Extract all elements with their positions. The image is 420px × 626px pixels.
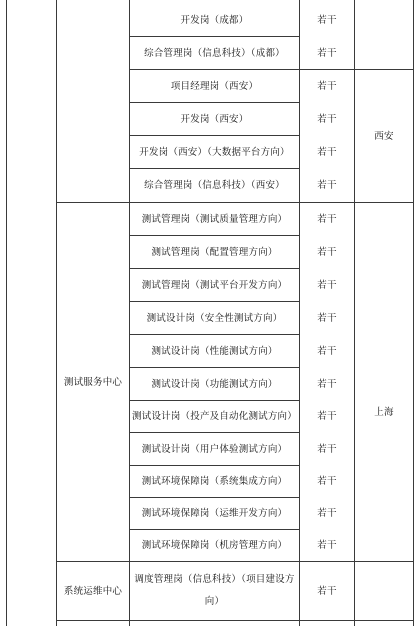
position-cell: 测试设计岗（用户体验测试方向） [141, 443, 288, 455]
position-cell: 测试设计岗（投产及自动化测试方向） [132, 411, 297, 422]
count-cell: 若干 [317, 443, 337, 455]
count-cell: 若干 [317, 14, 337, 26]
count-cell: 若干 [317, 47, 337, 59]
position-cell: 测试设计岗（功能测试方向） [151, 378, 278, 390]
count-cell: 若干 [317, 508, 337, 519]
department-cell-ops-center: 系统运维中心 [63, 585, 123, 597]
count-cell: 若干 [317, 540, 337, 551]
count-cell: 若干 [317, 80, 337, 92]
location-cell-shanghai: 上海 [374, 406, 394, 418]
count-cell: 若干 [317, 246, 337, 258]
position-cell: 综合管理岗（信息科技）（西安） [144, 180, 285, 191]
location-cell-xian: 西安 [374, 130, 394, 142]
department-cell-test-center: 测试服务中心 [63, 376, 123, 388]
position-cell: 开发岗（西安）（大数据平台方向） [139, 146, 290, 158]
position-cell: 调度管理岗（信息科技）（项目建设方向） [134, 574, 295, 607]
count-cell: 若干 [317, 113, 337, 125]
count-cell: 若干 [317, 312, 337, 324]
count-cell: 若干 [317, 345, 337, 357]
position-cell: 测试管理岗（测试平台开发方向） [141, 279, 288, 291]
count-cell: 若干 [317, 180, 337, 191]
border-left [6, 0, 7, 626]
position-cell: 测试环境保障岗（运维开发方向） [141, 508, 288, 519]
position-cell: 开发岗（西安） [180, 113, 249, 125]
position-cell: 测试设计岗（安全性测试方向） [146, 312, 283, 324]
position-cell: 测试管理岗（测试质量管理方向） [141, 213, 288, 225]
position-cell: 项目经理岗（西安） [170, 80, 259, 92]
count-cell: 若干 [317, 411, 337, 422]
position-cell: 测试管理岗（配置管理方向） [151, 246, 278, 258]
count-cell: 若干 [317, 585, 337, 597]
border-right [413, 0, 414, 626]
count-cell: 若干 [317, 213, 337, 225]
position-cell: 测试设计岗（性能测试方向） [151, 345, 278, 357]
count-cell: 若干 [317, 476, 337, 487]
count-cell: 若干 [317, 146, 337, 158]
count-cell: 若干 [317, 378, 337, 390]
position-cell: 综合管理岗（信息科技）（成都） [144, 47, 285, 59]
count-cell: 若干 [317, 279, 337, 291]
position-cell: 测试环境保障岗（机房管理方向） [141, 540, 288, 551]
position-cell: 测试环境保障岗（系统集成方向） [141, 476, 288, 487]
position-cell: 开发岗（成都） [180, 14, 249, 26]
